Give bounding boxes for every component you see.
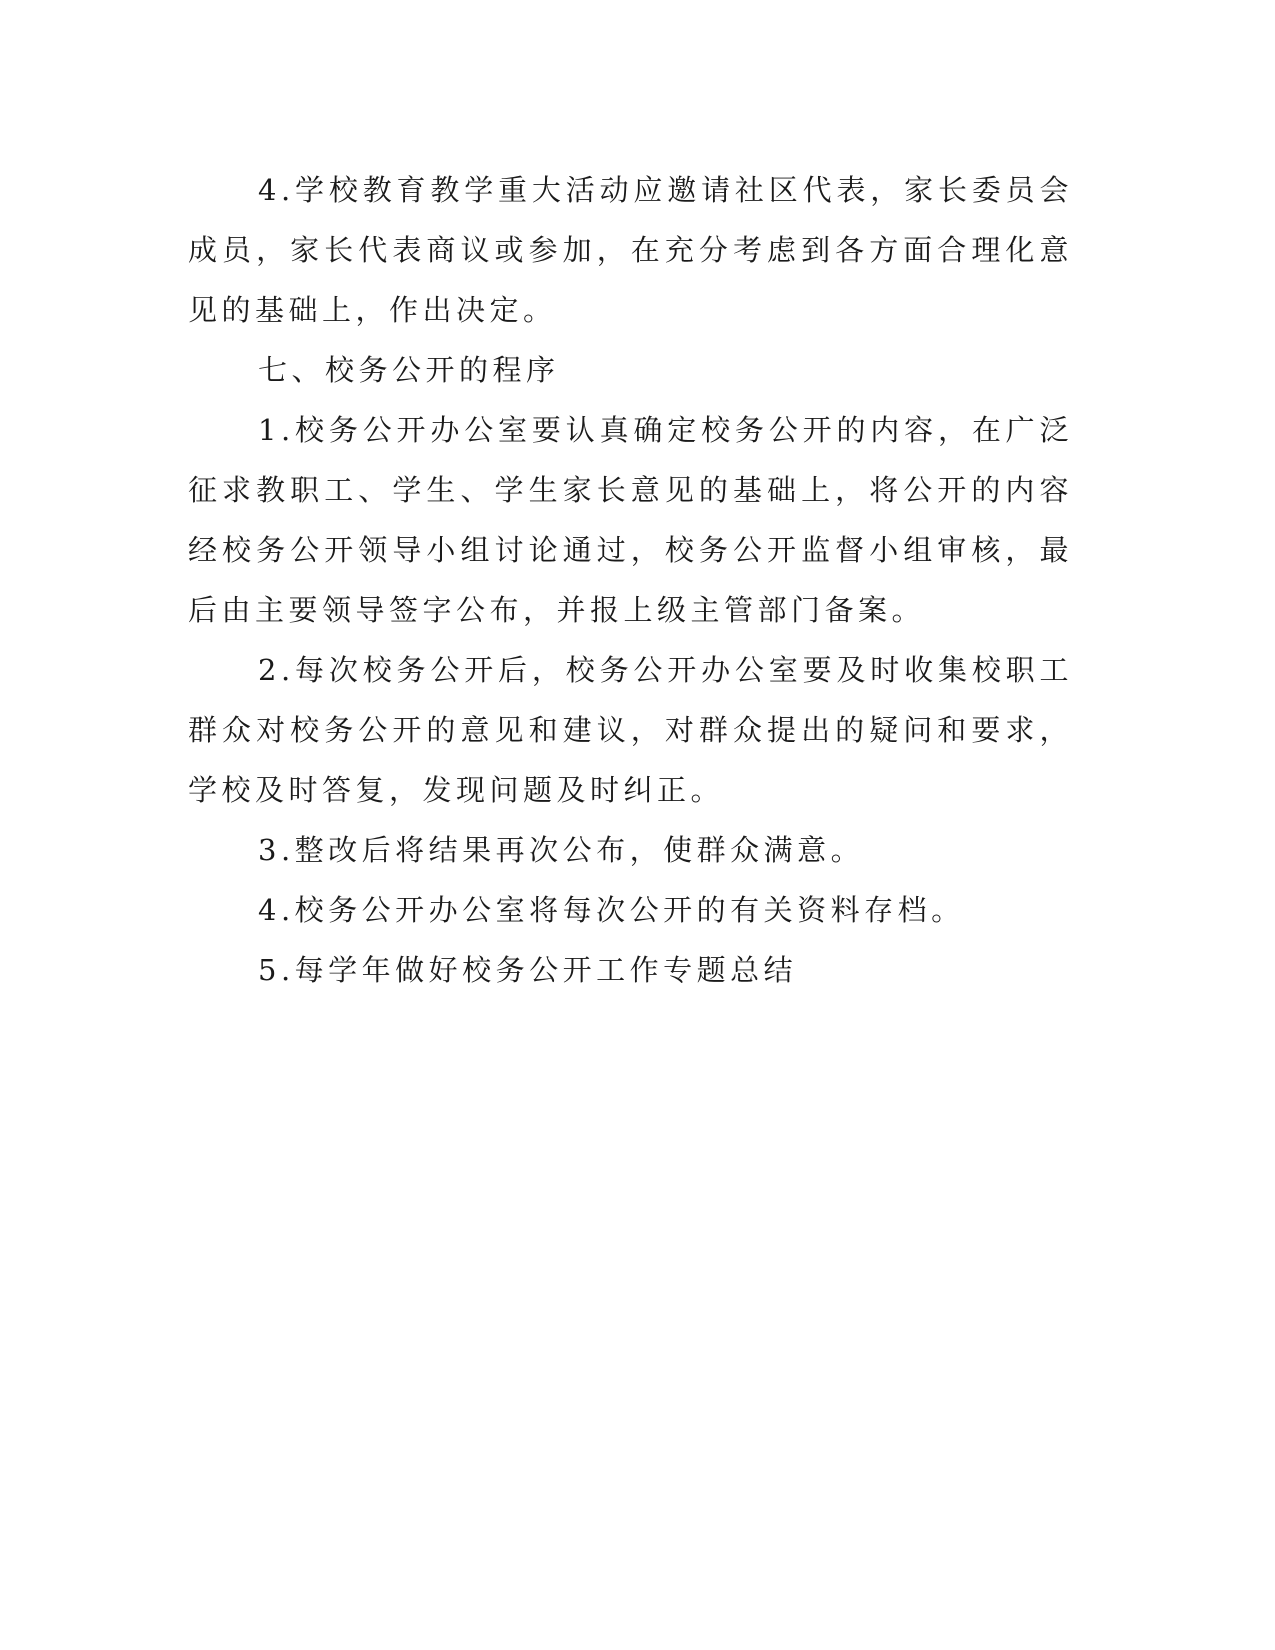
paragraph-procedure-1: 1.校务公开办公室要认真确定校务公开的内容，在广泛征求教职工、学生、学生家长意见的基础上，将公开的内容经校务公开领导小组讨论通过，校务公开监督小组审核，最后由主要领导签字公布，并报上级主管部门备案。 xyxy=(188,413,1073,627)
paragraph-procedure-5: 5.每学年做好校务公开工作专题总结 xyxy=(258,953,798,987)
document-body xyxy=(188,160,1073,1000)
paragraph-procedure-3: 3.整改后将结果再次公布，使群众满意。 xyxy=(258,833,865,867)
paragraph-procedure-4: 4.校务公开办公室将每次公开的有关资料存档。 xyxy=(258,893,965,927)
paragraph-item-4-activities: 4.学校教育教学重大活动应邀请社区代表，家长委员会成员，家长代表商议或参加，在充分考虑到各方面合理化意见的基础上，作出决定。 xyxy=(188,173,1073,327)
paragraph-procedure-2: 2.每次校务公开后，校务公开办公室要及时收集校职工群众对校务公开的意见和建议，对群众提出的疑问和要求，学校及时答复，发现问题及时纠正。 xyxy=(188,653,1073,807)
section-heading-procedure: 七、校务公开的程序 xyxy=(258,353,560,387)
